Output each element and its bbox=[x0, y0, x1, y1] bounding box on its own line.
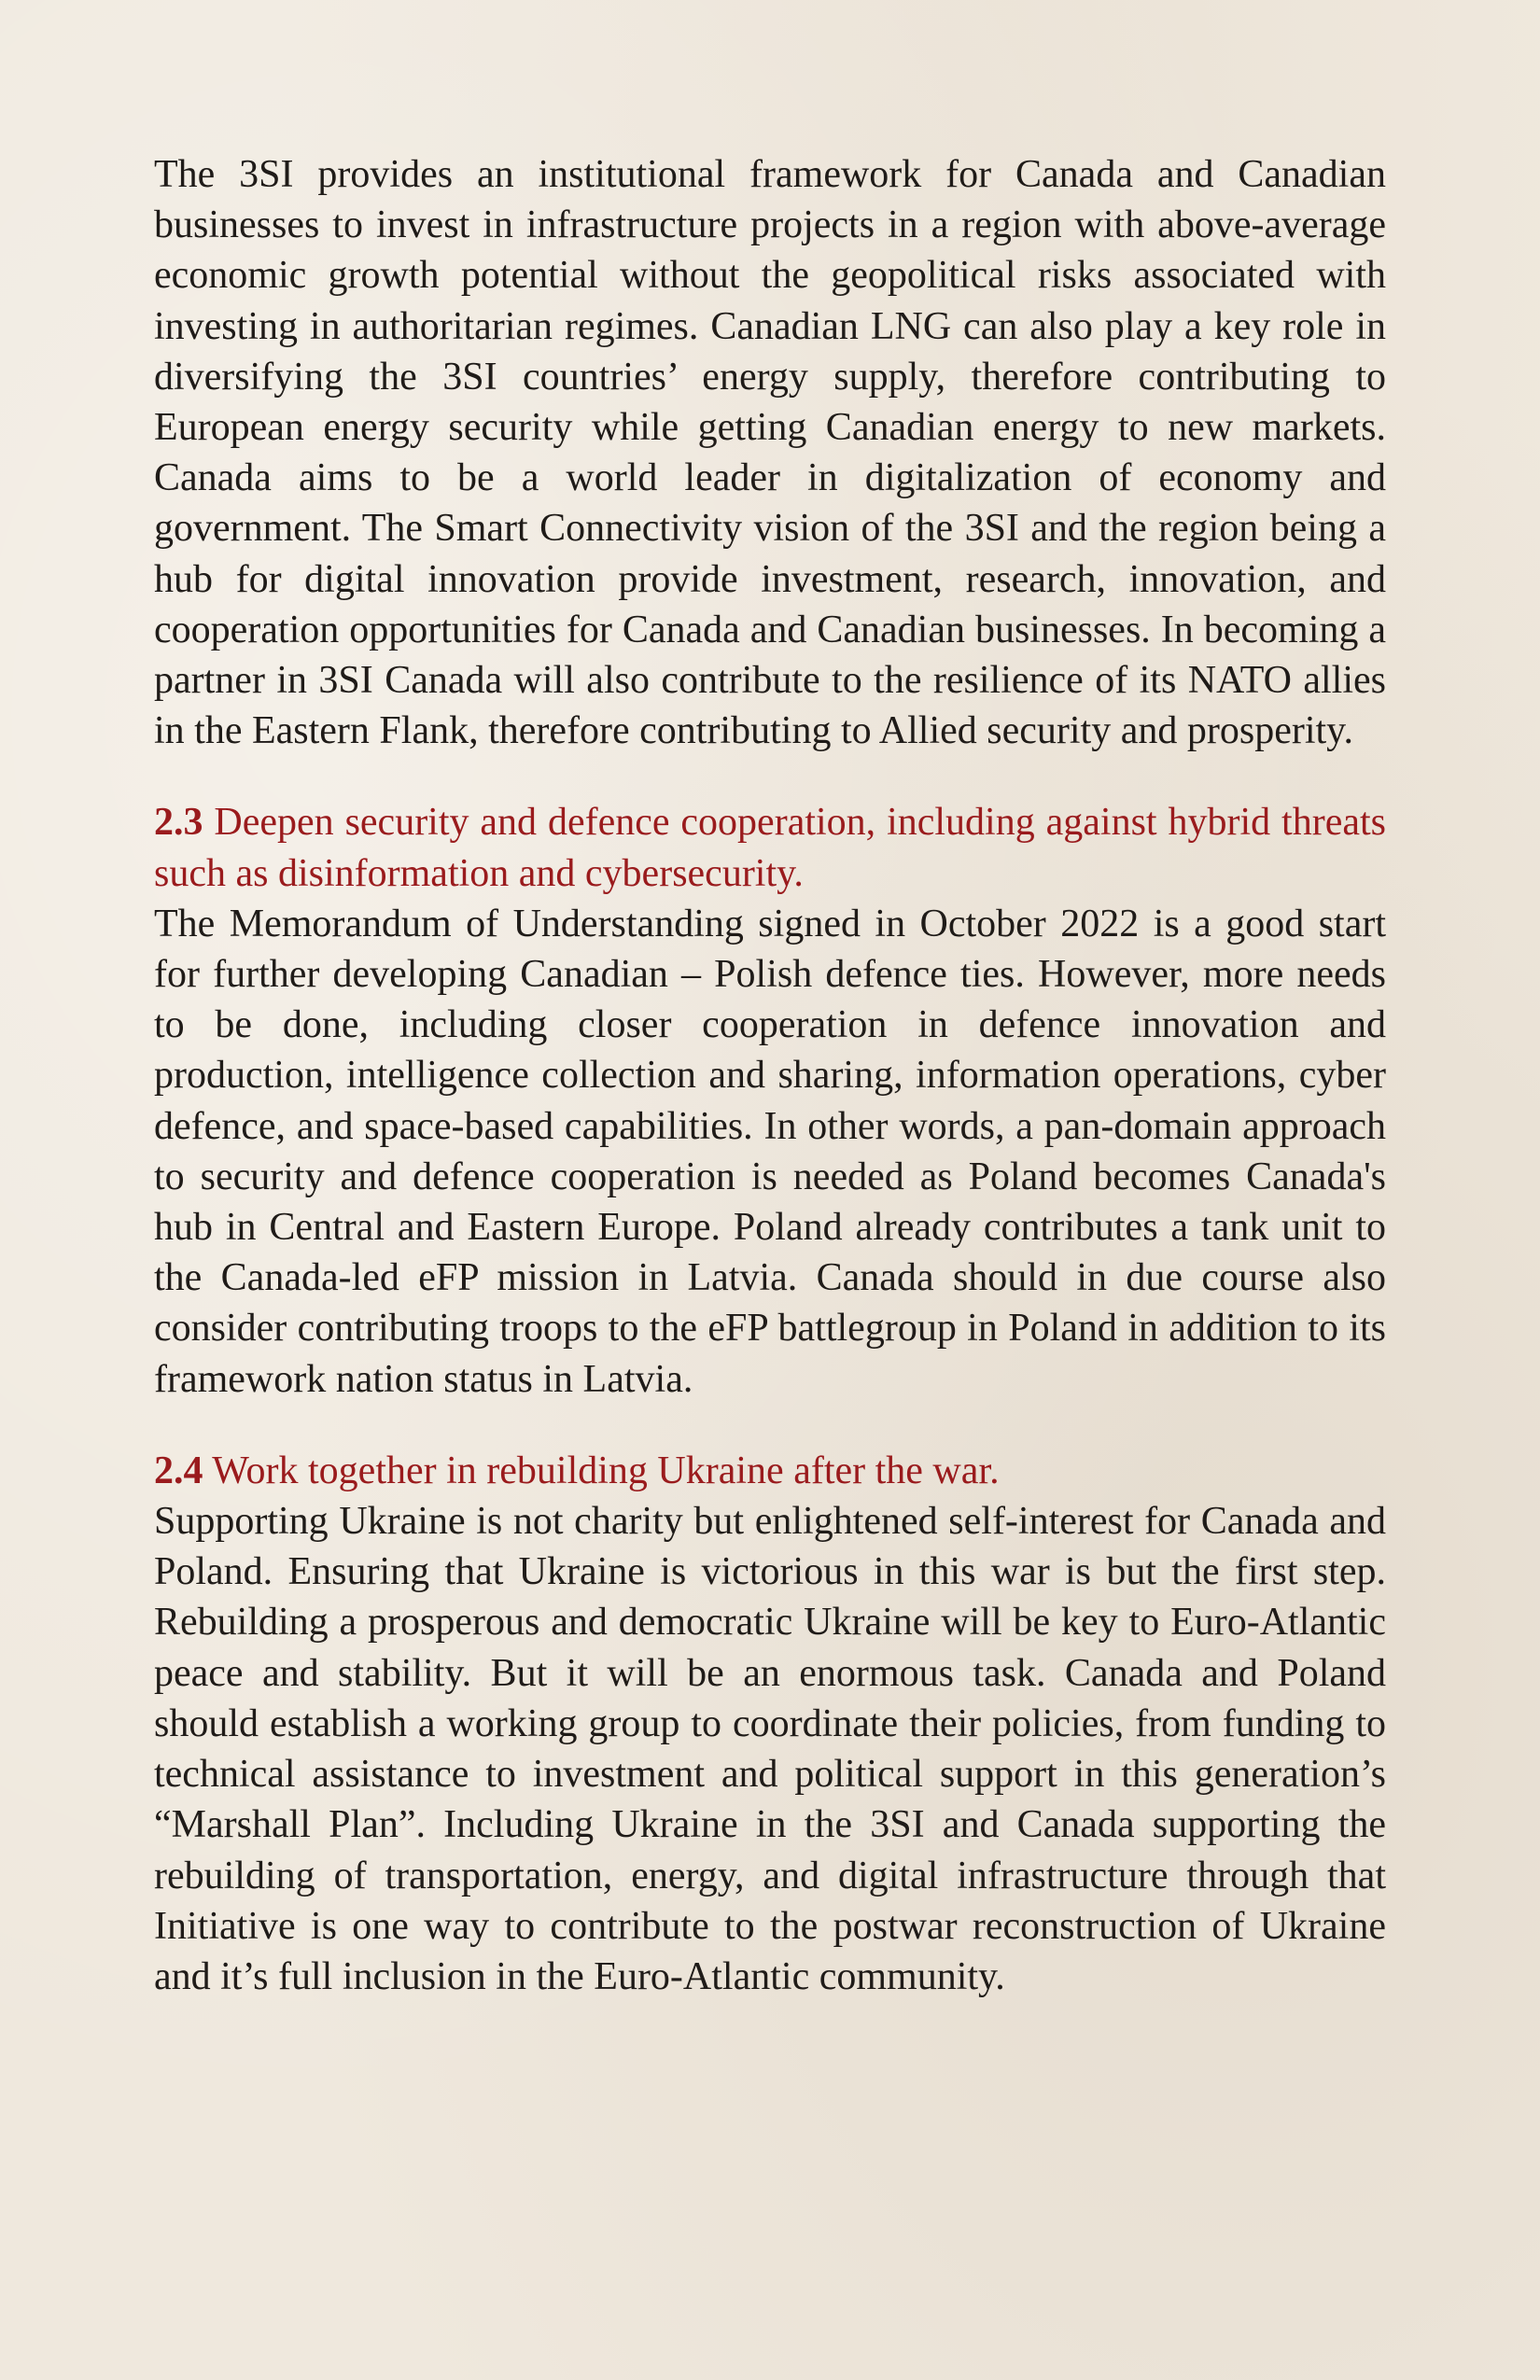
text-column bbox=[154, 149, 1386, 2043]
section-2-3 bbox=[154, 797, 1386, 1404]
section-title: Work together in rebuilding Ukraine after the war. bbox=[212, 1449, 1000, 1492]
section-heading bbox=[154, 797, 1386, 898]
intro-paragraph: The 3SI provides an institutional framework for Canada and Canadian businesses to invest in infrastructure projects in a region with above-average economic growth potential without the geopolitical risks associated with investing in authoritarian regimes. Canadian LNG can also play a key role in diversifying the 3SI countries’ energy supply, therefore contributing to European energy security while getting Canadian energy to new markets. Canada aims to be a world leader in digitalization of economy and government. The Smart Connectivity vision of the 3SI and the region being a hub for digital innovation provide investment, research, innovation, and cooperation opportunities for Canada and Canadian businesses. In becoming a partner in 3SI Canada will also contribute to the resilience of its NATO allies in the Eastern Flank, therefore contributing to Allied security and prosperity. bbox=[154, 153, 1386, 753]
section-heading bbox=[154, 1446, 1386, 1496]
section-number: 2.4 bbox=[154, 1449, 203, 1492]
section-title: Deepen security and defence cooperation, including against hybrid threats such as disinformation and cybersecurity. bbox=[154, 801, 1387, 895]
section-2-4 bbox=[154, 1446, 1386, 2002]
section-number: 2.3 bbox=[154, 801, 203, 845]
section-body: Supporting Ukraine is not charity but enlightened self-interest for Canada and Poland. Ensuring that Ukraine is victorious in this war is but the first step. Rebuilding a prosperous and democratic Ukraine will be key to Euro-Atlantic peace and stability. But it will be an enormous task. Canada and Poland should establish a working group to coordinate their policies, from funding to technical assistance to investment and political support in this generation’s “Marshall Plan”. Including Ukraine in the 3SI and Canada supporting the rebuilding of transportation, energy, and digital infrastructure through that Initiative is one way to contribute to the postwar reconstruction of Ukraine and it’s full inclusion in the Euro-Atlantic community. bbox=[154, 1500, 1386, 1998]
section-body: The Memorandum of Understanding signed in October 2022 is a good start for further developing Canadian – Polish defence ties. However, more needs to be done, including closer cooperation in defence innovation and production, intelligence collection and sharing, information operations, cyber defence, and space-based capabilities. In other words, a pan-domain approach to security and defence cooperation is needed as Poland becomes Canada's hub in Central and Eastern Europe. Poland already contributes a tank unit to the Canada-led eFP mission in Latvia. Canada should in due course also consider contributing troops to the eFP battlegroup in Poland in addition to its framework nation status in Latvia. bbox=[154, 902, 1386, 1401]
